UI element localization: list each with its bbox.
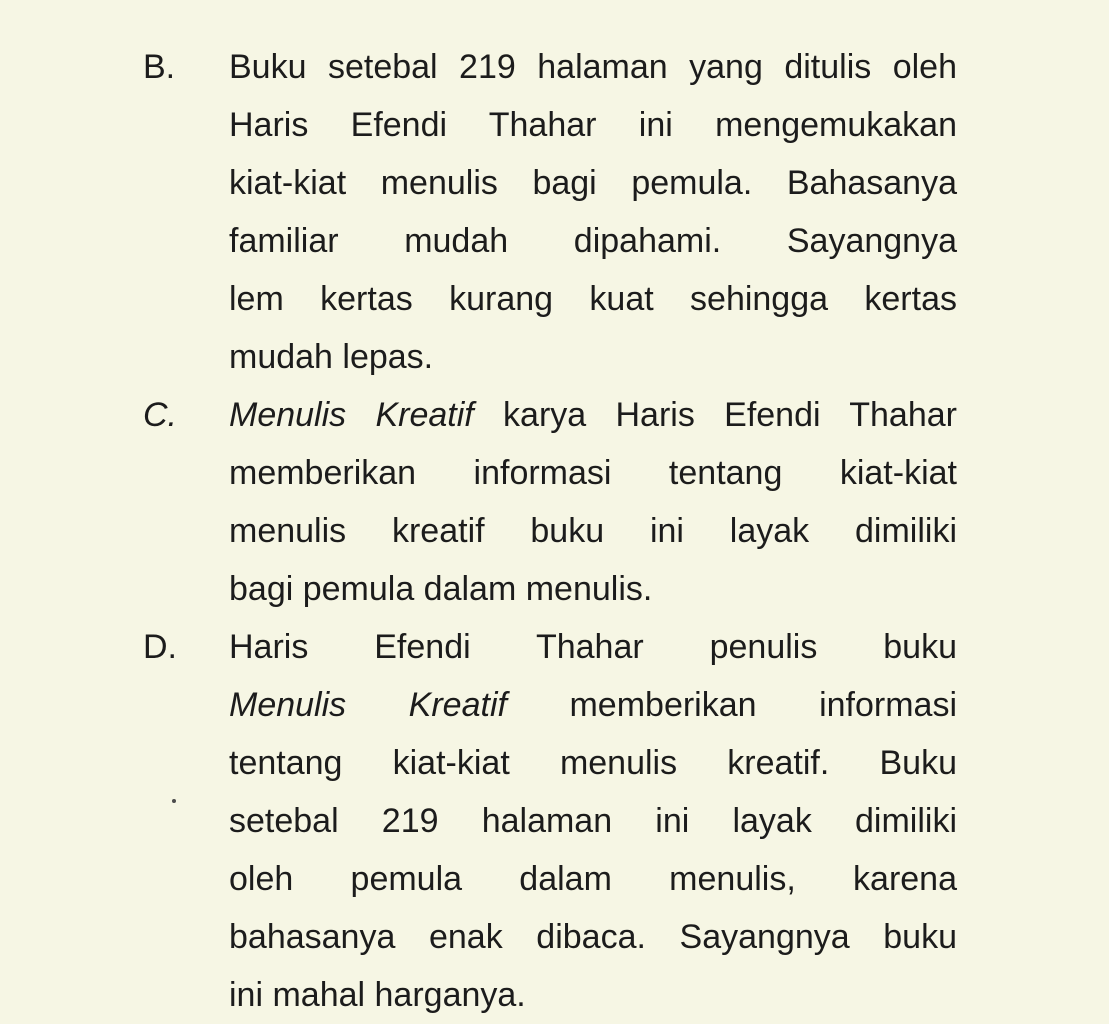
text-run: karya Haris Efendi Thahar [473, 396, 957, 434]
text-line [229, 676, 957, 734]
text-line [229, 444, 957, 502]
text-line [229, 502, 957, 560]
option-c [143, 386, 968, 618]
book-title: Menulis Kreatif [229, 396, 474, 434]
text-line [229, 386, 957, 444]
text-run: mudah lepas. [229, 338, 434, 376]
text-run: Buku setebal 219 halaman yang ditulis oleh [229, 48, 957, 86]
text-line [229, 734, 957, 792]
text-line [229, 908, 957, 966]
text-line [229, 38, 957, 96]
text-run: kiat-kiat menulis bagi pemula. Bahasanya [229, 164, 957, 202]
option-letter: D. [143, 628, 177, 666]
stray-dot-mark [172, 799, 176, 803]
text-line [229, 96, 957, 154]
text-run: oleh pemula dalam menulis, karena [229, 860, 957, 898]
text-run: tentang kiat-kiat menulis kreatif. Buku [229, 744, 957, 782]
text-line [229, 212, 957, 270]
text-line [229, 850, 957, 908]
option-b [143, 38, 968, 386]
answer-options [143, 38, 968, 1024]
text-run: ini mahal harganya. [229, 976, 526, 1014]
text-run: bagi pemula dalam menulis. [229, 570, 653, 608]
text-run: bahasanya enak dibaca. Sayangnya buku [229, 918, 957, 956]
text-line [229, 792, 957, 850]
option-letter: B. [143, 48, 176, 86]
option-d [143, 618, 968, 1024]
book-title: Menulis Kreatif [229, 686, 507, 724]
text-line [229, 560, 957, 618]
option-text [229, 386, 957, 618]
text-line [229, 328, 957, 386]
option-text [229, 618, 957, 1024]
option-letter: C. [143, 396, 177, 434]
text-run: memberikan informasi [506, 686, 957, 724]
text-run: Haris Efendi Thahar ini mengemukakan [229, 106, 957, 144]
text-run: setebal 219 halaman ini layak dimiliki [229, 802, 957, 840]
text-line [229, 618, 957, 676]
text-run: familiar mudah dipahami. Sayangnya [229, 222, 957, 260]
text-line [229, 966, 957, 1024]
text-line [229, 270, 957, 328]
text-run: menulis kreatif buku ini layak dimiliki [229, 512, 957, 550]
text-run: Haris Efendi Thahar penulis buku [229, 628, 957, 666]
text-line [229, 154, 957, 212]
text-run: memberikan informasi tentang kiat-kiat [229, 454, 957, 492]
text-run: lem kertas kurang kuat sehingga kertas [229, 280, 957, 318]
option-text [229, 38, 957, 386]
